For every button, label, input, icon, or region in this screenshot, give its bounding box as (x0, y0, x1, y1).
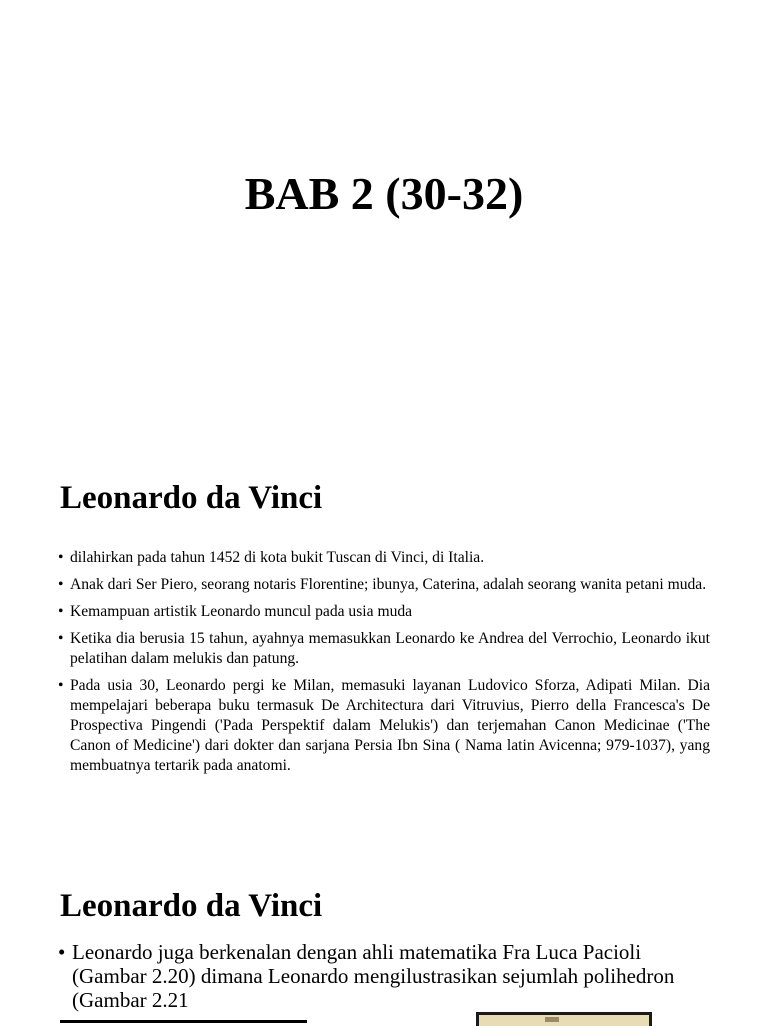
slide-biography (0, 432, 768, 864)
bullet-item (58, 629, 710, 669)
bullet-text: Ketika dia berusia 15 tahun, ayahnya memasukkan Leonardo ke Andrea del Verrochio, Leonardo ikut pelatihan dalam melukis dan patung. (70, 630, 710, 667)
bullet-text: Kemampuan artistik Leonardo muncul pada usia muda (70, 603, 413, 620)
slide-pacioli (0, 864, 768, 1024)
section-heading: Leonardo da Vinci (60, 888, 323, 924)
bullet-item (58, 575, 710, 595)
figure-edge-left (60, 1020, 307, 1023)
bullet-icon: • (58, 603, 64, 620)
slide-heading: BAB 2 (30-32) (244, 168, 524, 219)
slide-title (0, 0, 768, 432)
bullet-item (58, 676, 710, 776)
bullet-icon: • (58, 630, 64, 647)
bullet-text: dilahirkan pada tahun 1452 di kota bukit Tuscan di Vinci, di Italia. (70, 549, 485, 566)
bullet-list (58, 548, 710, 783)
figure-detail (545, 1017, 559, 1022)
bullet-icon: • (58, 576, 64, 593)
bullet-text: Anak dari Ser Piero, seorang notaris Florentine; ibunya, Caterina, adalah seorang wanita petani muda. (70, 576, 707, 593)
bullet-icon: • (58, 549, 64, 566)
bullet-icon: • (58, 940, 66, 964)
bullet-text: Pada usia 30, Leonardo pergi ke Milan, memasuki layanan Ludovico Sforza, Adipati Milan. Dia mempelajari beberapa buku termasuk De Architectura dari Vitruvius, Pierro della Francesca's De Prospectiva Pingendi ('Pada Perspektif dalam Melukis') dan terjemahan Canon Medicinae ('The Canon of Medicine') dari dokter dan sarjana Persia Ibn Sina ( Nama latin Avicenna; 979-1037), yang membuatnya tertarik pada anatomi. (70, 677, 710, 774)
bullet-icon: • (58, 677, 64, 694)
bullet-item (58, 548, 710, 568)
bullet-item (58, 940, 710, 1012)
bullet-text: Leonardo juga berkenalan dengan ahli matematika Fra Luca Pacioli (Gambar 2.20) dimana Leonardo mengilustrasikan sejumlah polihedron (Gambar 2.21 (72, 940, 675, 1012)
section-heading: Leonardo da Vinci (60, 480, 323, 516)
bullet-list (58, 940, 710, 1012)
bullet-item (58, 602, 710, 622)
